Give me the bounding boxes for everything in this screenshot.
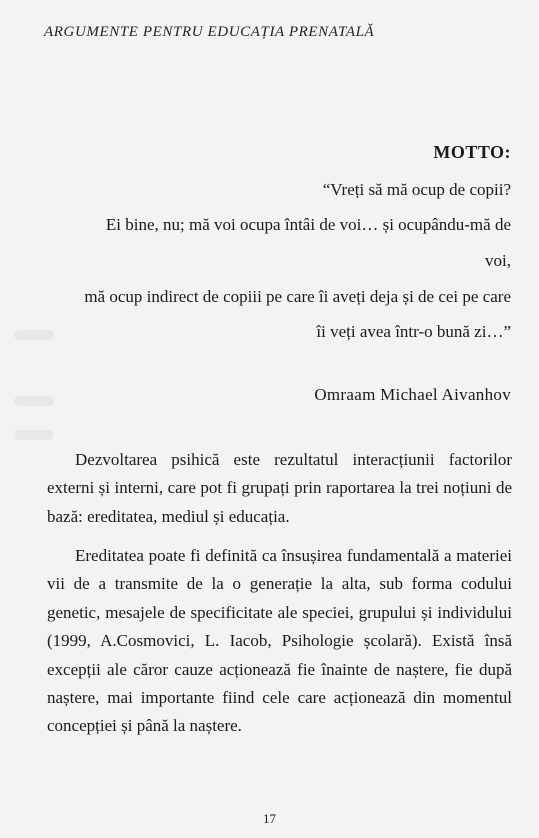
motto-author: Omraam Michael Aivanhov: [314, 385, 511, 404]
page-number: 17: [263, 811, 276, 826]
motto-line: Ei bine, nu; mă voi ocupa întâi de voi… și ocupându-mă de: [105, 215, 511, 234]
motto-line: “Vreți să mă ocup de copii?: [322, 180, 511, 199]
running-head: ARGUMENTE PENTRU EDUCAȚIA PRENATALĂ: [44, 24, 375, 40]
motto-label: MOTTO:: [433, 142, 511, 162]
page-smudge: [14, 430, 54, 440]
body-paragraph-1: [47, 446, 512, 531]
page-smudge: [14, 396, 54, 406]
page-smudge: [14, 330, 54, 340]
paragraph-text: Ereditatea poate fi definită ca însușirea fundamentală a materiei vii de a transmite de la o generație la alta, sub forma codului genetic, mesajele de specificitate ale speciei, grupului și individului (1999, A.Cosmovici, L. Iacob, Psihologie școlară). Există însă excepții ale căror cauze acționează fie înainte de naștere, fie după naștere, mai importante fiind cele care acționează din momentul concepției și până la naștere.: [47, 546, 512, 736]
paragraph-text: Dezvoltarea psihică este rezultatul interacțiunii factorilor externi și interni, care pot fi grupați prin raportarea la trei noțiuni de bază: ereditatea, mediul și educația.: [47, 450, 512, 526]
body-paragraph-2: [47, 542, 512, 741]
motto-line: îi veți avea într-o bună zi…”: [316, 322, 511, 341]
motto-line: mă ocup indirect de copiii pe care îi aveți deja și de cei pe care: [84, 287, 511, 306]
motto-line: voi,: [485, 251, 511, 270]
